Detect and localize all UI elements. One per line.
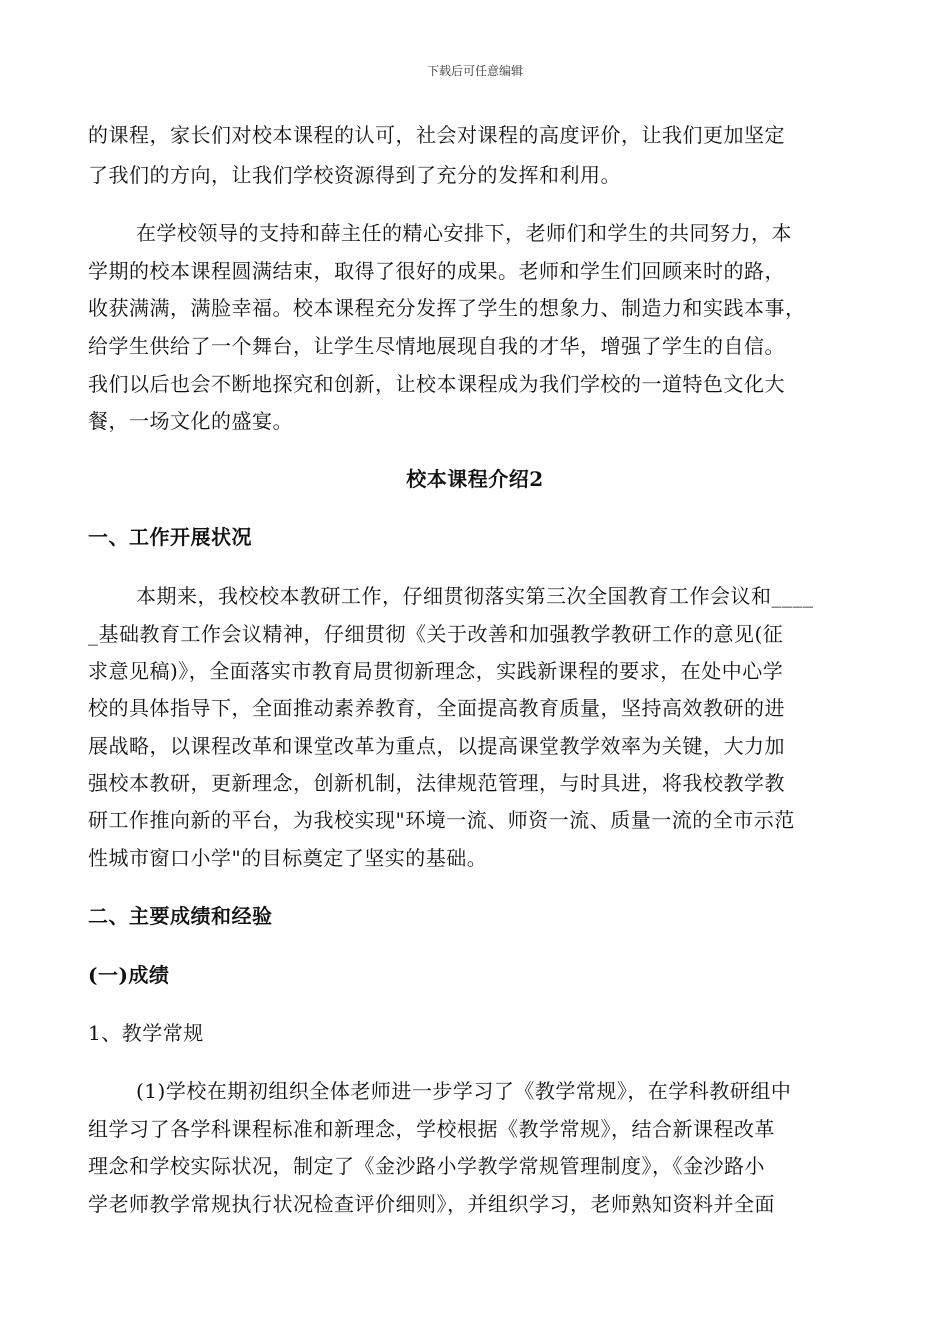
heading-achievements: 二、主要成绩和经验 <box>88 904 273 928</box>
paragraph-line: 理念和学校实际状况，制定了《金沙路小学教学常规管理制度》，《金沙路小 <box>88 1154 765 1178</box>
paragraph-line: 在学校领导的支持和薛主任的精心安排下，老师们和学生的共同努力，本 <box>136 221 792 245</box>
heading-work-status: 一、工作开展状况 <box>88 525 252 549</box>
section-title: 校本课程介绍2 <box>406 467 544 491</box>
paragraph-line: 给学生供给了一个舞台，让学生尽情地展现自我的才华，增强了学生的自信。 <box>88 334 785 358</box>
subheading-results: (一)成绩 <box>88 963 170 987</box>
paragraph-line: 学老师教学常规执行状况检查评价细则》，并组织学习，老师熟知资料并全面 <box>88 1192 775 1216</box>
paragraph-line: 学期的校本课程圆满结束，取得了很好的成果。老师和学生们回顾来时的路， <box>88 259 785 283</box>
paragraph-line: (1)学校在期初组织全体老师进一步学习了《教学常规》，在学科教研组中 <box>136 1079 792 1103</box>
paragraph-line: 性城市窗口小学"的目标奠定了坚实的基础。 <box>88 846 488 870</box>
paragraph-line: 研工作推向新的平台，为我校实现"环境一流、师资一流、质量一流的全市示范 <box>88 808 795 832</box>
paragraph-line: 强校本教研，更新理念，创新机制，法律规范管理，与时具进，将我校教学教 <box>88 771 785 795</box>
paragraph-line: 我们以后也会不断地探究和创新，让校本课程成为我们学校的一道特色文化大 <box>88 372 785 396</box>
paragraph-line: 餐，一场文化的盛宴。 <box>88 409 293 433</box>
paragraph-line: 组学习了各学科课程标准和新理念，学校根据《教学常规》，结合新课程改革 <box>88 1117 775 1141</box>
paragraph-line: 本期来，我校校本教研工作，仔细贯彻落实第三次全国教育工作会议和____ <box>136 584 814 608</box>
subheading-teaching-routine: 1、教学常规 <box>88 1021 204 1045</box>
paragraph-line: 求意见稿)》，全面落实市教育局贯彻新理念，实践新课程的要求，在处中心学 <box>88 659 784 683</box>
paragraph-line: _基础教育工作会议精神，仔细贯彻《关于改善和加强教学教研工作的意见(征 <box>88 622 784 646</box>
paragraph-line: 收获满满，满脸幸福。校本课程充分发挥了学生的想象力、制造力和实践本事， <box>88 296 806 320</box>
paragraph-line: 校的具体指导下，全面推动素养教育，全面提高教育质量，坚持高效教研的进 <box>88 696 785 720</box>
page-header-note: 下载后可任意编辑 <box>426 64 523 78</box>
paragraph-line: 了我们的方向，让我们学校资源得到了充分的发挥和利用。 <box>88 163 621 187</box>
paragraph-line: 的课程，家长们对校本课程的认可，社会对课程的高度评价，让我们更加坚定 <box>88 123 785 147</box>
paragraph-line: 展战略，以课程改革和课堂改革为重点，以提高课堂教学效率为关键，大力加 <box>88 734 785 758</box>
